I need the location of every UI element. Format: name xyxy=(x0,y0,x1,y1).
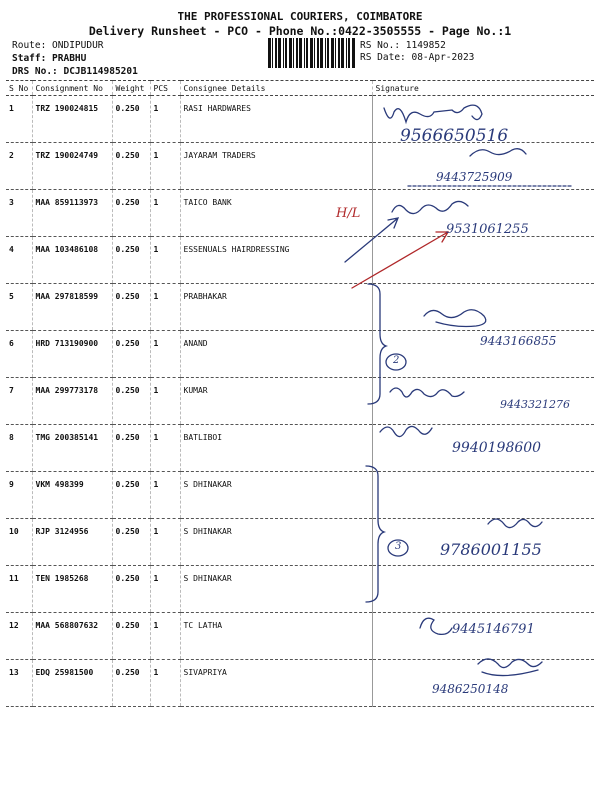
barcode-bar xyxy=(320,38,323,68)
drs-number: DRS No.: DCJB114985201 xyxy=(12,66,138,77)
table-row xyxy=(6,519,594,566)
row-signature-cell xyxy=(372,660,594,707)
barcode xyxy=(268,38,356,68)
row-consignment-no: HRD 713190900 xyxy=(32,331,112,378)
handwritten-phone-row3: 9531061255 xyxy=(446,222,529,237)
row-pcs: 1 xyxy=(150,566,180,613)
row-consignment-no: EDQ 25981500 xyxy=(32,660,112,707)
row-weight: 0.250 xyxy=(112,660,150,707)
table-row xyxy=(6,660,594,707)
row-pcs: 1 xyxy=(150,190,180,237)
row-consignment-no: RJP 3124956 xyxy=(32,519,112,566)
row-weight: 0.250 xyxy=(112,331,150,378)
barcode-bar xyxy=(275,38,277,68)
table-row xyxy=(6,143,594,190)
row-sno: 5 xyxy=(6,284,32,331)
barcode-bar xyxy=(285,38,287,68)
handwritten-phone-row8: 9940198600 xyxy=(452,440,542,456)
row-weight: 0.250 xyxy=(112,143,150,190)
handwritten-phone-row7: 9443321276 xyxy=(500,398,570,411)
row-signature-cell xyxy=(372,519,594,566)
company-title: THE PROFESSIONAL COURIERS, COIMBATORE xyxy=(177,10,423,23)
row-consignment-no: TRZ 190024749 xyxy=(32,143,112,190)
row-weight: 0.250 xyxy=(112,378,150,425)
barcode-bar xyxy=(296,38,298,68)
barcode-bar xyxy=(327,38,329,68)
handwritten-phone-row2: 9443725909 xyxy=(436,170,513,184)
row-consignee: RASI HARDWARES xyxy=(180,96,372,143)
row-sno: 6 xyxy=(6,331,32,378)
handwritten-phone-row6: 9443166855 xyxy=(480,334,557,348)
row-consignee: TC LATHA xyxy=(180,613,372,660)
row-consignee: PRABHAKAR xyxy=(180,284,372,331)
barcode-bar xyxy=(317,38,319,68)
staff-label: Staff: PRABHU xyxy=(12,53,87,64)
table-row xyxy=(6,566,594,613)
row-pcs: 1 xyxy=(150,237,180,284)
row-sno: 4 xyxy=(6,237,32,284)
row-consignee: S DHINAKAR xyxy=(180,566,372,613)
row-sno: 9 xyxy=(6,472,32,519)
col-header-weight: Weight xyxy=(112,81,150,96)
row-weight: 0.250 xyxy=(112,237,150,284)
row-signature-cell xyxy=(372,284,594,331)
row-weight: 0.250 xyxy=(112,472,150,519)
row-pcs: 1 xyxy=(150,96,180,143)
barcode-bar xyxy=(304,38,305,68)
barcode-bar xyxy=(289,38,292,68)
row-consignee: SIVAPRIYA xyxy=(180,660,372,707)
row-consignee: JAYARAM TRADERS xyxy=(180,143,372,190)
row-sno: 8 xyxy=(6,425,32,472)
barcode-bar xyxy=(278,38,281,68)
barcode-bar xyxy=(346,38,347,68)
route-label: Route: ONDIPUDUR xyxy=(12,40,104,51)
barcode-bar xyxy=(306,38,308,68)
row-consignment-no: TMG 200385141 xyxy=(32,425,112,472)
row-sno: 1 xyxy=(6,96,32,143)
row-signature-cell xyxy=(372,96,594,143)
row-consignee: BATLIBOI xyxy=(180,425,372,472)
table-row xyxy=(6,378,594,425)
col-header-signature: Signature xyxy=(372,81,594,96)
row-consignment-no: TRZ 190024815 xyxy=(32,96,112,143)
table-row xyxy=(6,613,594,660)
handwritten-phone-row12: 9445146791 xyxy=(452,622,535,637)
table-row xyxy=(6,284,594,331)
row-sno: 7 xyxy=(6,378,32,425)
row-sno: 10 xyxy=(6,519,32,566)
barcode-bar xyxy=(283,38,284,68)
col-header-consignee: Consignee Details xyxy=(180,81,372,96)
col-header-consignment: Consignment No xyxy=(32,81,112,96)
barcode-bar xyxy=(331,38,334,68)
row-pcs: 1 xyxy=(150,143,180,190)
row-consignment-no: TEN 1985268 xyxy=(32,566,112,613)
row-consignment-no: MAA 103486108 xyxy=(32,237,112,284)
handwritten-phone-row1: 9566650516 xyxy=(400,126,509,146)
barcode-bar xyxy=(348,38,350,68)
row-weight: 0.250 xyxy=(112,96,150,143)
row-consignee: TAICO BANK xyxy=(180,190,372,237)
row-consignee: ANAND xyxy=(180,331,372,378)
row-pcs: 1 xyxy=(150,472,180,519)
barcode-bar xyxy=(272,38,273,68)
row-pcs: 1 xyxy=(150,378,180,425)
barcode-bar xyxy=(335,38,336,68)
group-marker-1: 2 xyxy=(393,355,400,366)
row-signature-cell xyxy=(372,566,594,613)
barcode-bar xyxy=(325,38,326,68)
runsheet-subtitle: Delivery Runsheet - PCO - Phone No.:0422-3505555 - Page No.:1 xyxy=(88,24,512,38)
row-consignment-no: MAA 859113973 xyxy=(32,190,112,237)
row-sno: 3 xyxy=(6,190,32,237)
table-row xyxy=(6,96,594,143)
row-pcs: 1 xyxy=(150,519,180,566)
group-marker-2: 3 xyxy=(395,541,402,552)
handwritten-phone-row13: 9486250148 xyxy=(432,682,509,696)
row-sno: 2 xyxy=(6,143,32,190)
row-signature-cell xyxy=(372,613,594,660)
table-row xyxy=(6,331,594,378)
row-signature-cell xyxy=(372,378,594,425)
row-consignee: ESSENUALS HAIRDRESSING xyxy=(180,237,372,284)
barcode-bar xyxy=(338,38,340,68)
row-pcs: 1 xyxy=(150,425,180,472)
barcode-bar xyxy=(268,38,271,68)
row-consignee: S DHINAKAR xyxy=(180,472,372,519)
row-weight: 0.250 xyxy=(112,613,150,660)
row-sno: 11 xyxy=(6,566,32,613)
handwritten-hl-note: H/L xyxy=(336,206,361,221)
row-consignment-no: MAA 299773178 xyxy=(32,378,112,425)
row-consignee: KUMAR xyxy=(180,378,372,425)
barcode-bar xyxy=(352,38,355,68)
col-header-pcs: PCS xyxy=(150,81,180,96)
row-pcs: 1 xyxy=(150,331,180,378)
table-header-row xyxy=(6,81,594,96)
barcode-bar xyxy=(293,38,294,68)
row-weight: 0.250 xyxy=(112,519,150,566)
row-signature-cell xyxy=(372,331,594,378)
table-row xyxy=(6,190,594,237)
barcode-bar xyxy=(314,38,315,68)
row-pcs: 1 xyxy=(150,284,180,331)
runsheet-table xyxy=(6,80,594,707)
rs-number: RS No.: 1149852 xyxy=(360,40,446,51)
rs-date: RS Date: 08-Apr-2023 xyxy=(360,52,475,63)
row-consignment-no: MAA 297818599 xyxy=(32,284,112,331)
row-signature-cell xyxy=(372,190,594,237)
table-row xyxy=(6,425,594,472)
row-signature-cell xyxy=(372,472,594,519)
table-row xyxy=(6,237,594,284)
col-header-sno: S No xyxy=(6,81,32,96)
row-weight: 0.250 xyxy=(112,425,150,472)
row-pcs: 1 xyxy=(150,660,180,707)
row-weight: 0.250 xyxy=(112,284,150,331)
row-sno: 13 xyxy=(6,660,32,707)
barcode-bar xyxy=(341,38,344,68)
row-weight: 0.250 xyxy=(112,566,150,613)
row-sno: 12 xyxy=(6,613,32,660)
table-row xyxy=(6,472,594,519)
row-weight: 0.250 xyxy=(112,190,150,237)
row-signature-cell xyxy=(372,237,594,284)
row-consignment-no: MAA 568807632 xyxy=(32,613,112,660)
row-pcs: 1 xyxy=(150,613,180,660)
row-signature-cell xyxy=(372,425,594,472)
barcode-bar xyxy=(310,38,313,68)
barcode-bar xyxy=(299,38,302,68)
handwritten-phone-row10: 9786001155 xyxy=(440,540,542,559)
row-consignment-no: VKM 498399 xyxy=(32,472,112,519)
row-signature-cell xyxy=(372,143,594,190)
row-consignee: S DHINAKAR xyxy=(180,519,372,566)
